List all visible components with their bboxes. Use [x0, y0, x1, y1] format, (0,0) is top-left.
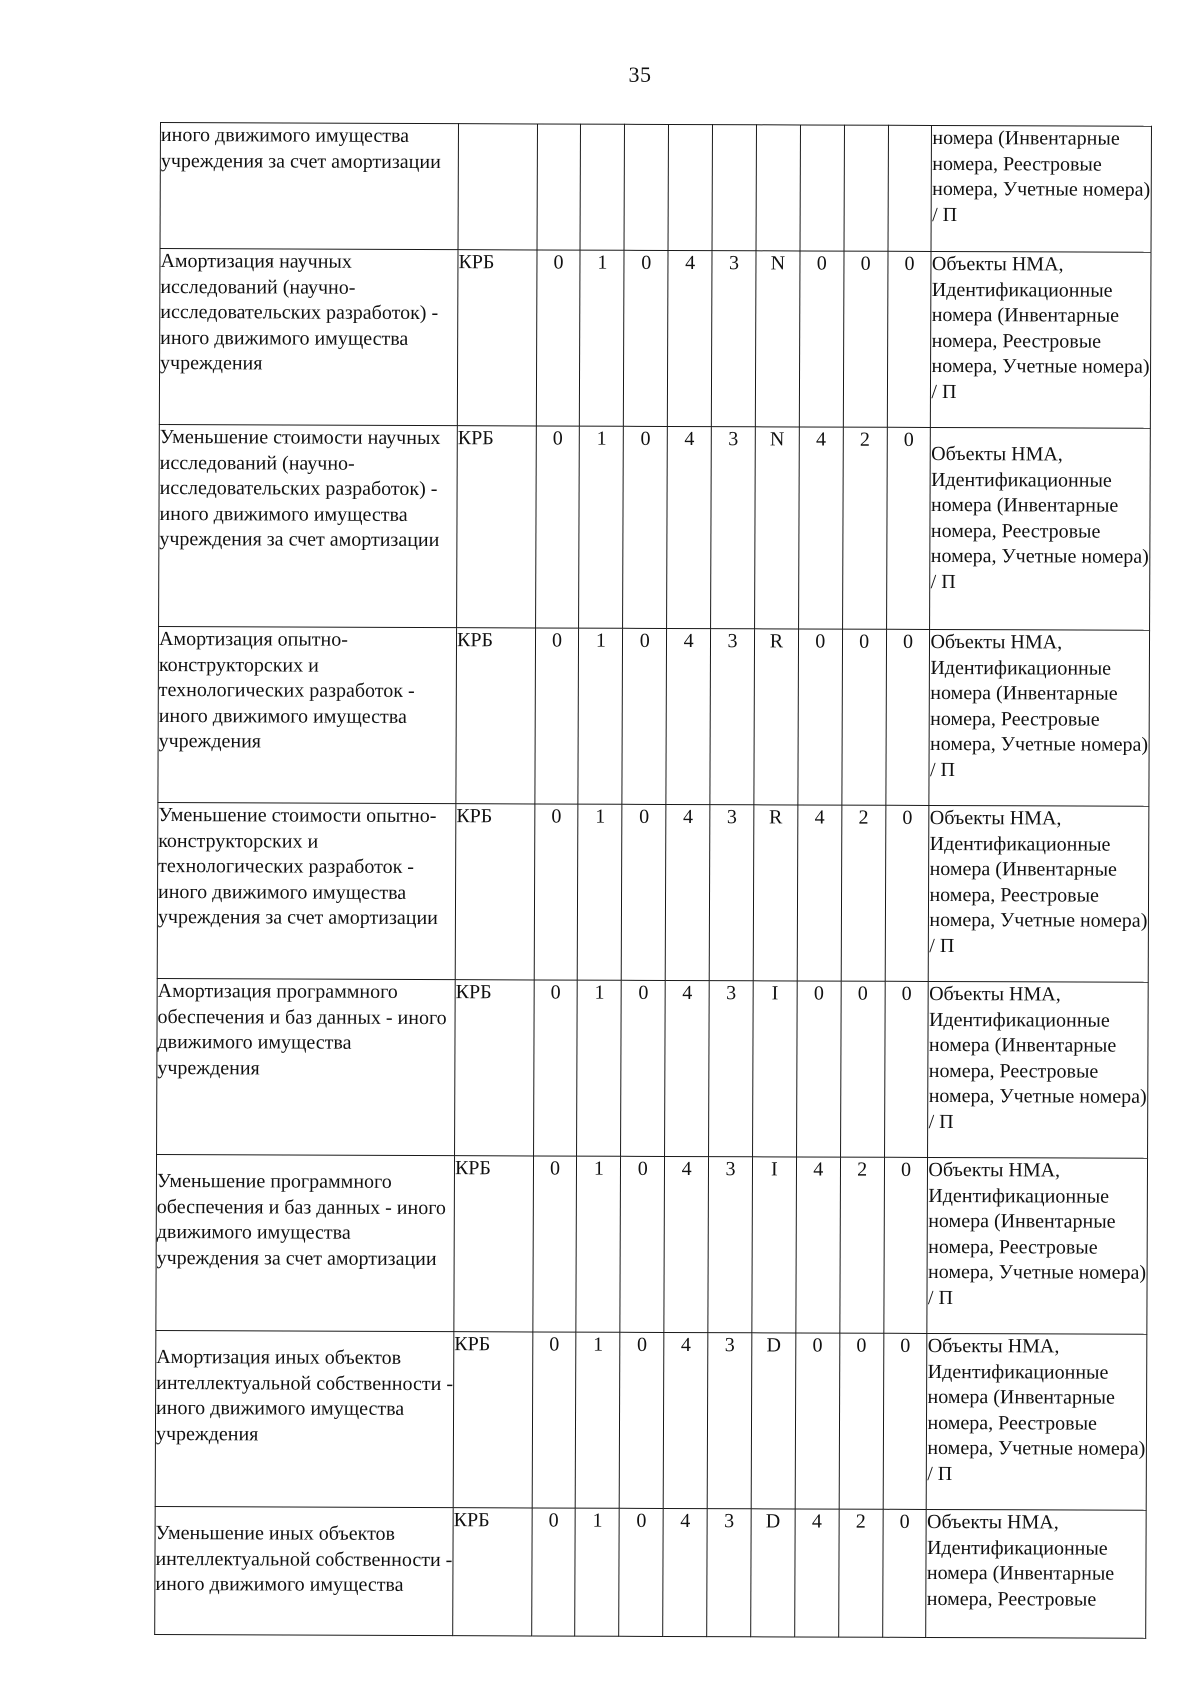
code-digit: 4 — [664, 1156, 709, 1332]
accounts-table — [154, 122, 1152, 1639]
table-row — [159, 249, 1151, 429]
row-code-type: КРБ — [456, 628, 535, 804]
code-digit: 0 — [882, 1509, 926, 1637]
code-digit: N — [755, 251, 800, 427]
code-digit: 0 — [796, 981, 841, 1157]
code-digit: 0 — [795, 1333, 840, 1509]
row-description: Амортизация научных исследований (научно-исследовательских разработок) - иного движимого имущества учреждения — [159, 249, 458, 426]
row-code-type — [458, 124, 537, 250]
code-digit: D — [751, 1333, 796, 1509]
row-analytics: Объекты НМА, Идентификационные номера (Инвентарные номера, Реестровые номера, Учетные номера) / П — [928, 981, 1148, 1158]
code-digit: 0 — [883, 1157, 928, 1333]
code-digit — [800, 125, 844, 251]
table-row — [158, 626, 1150, 806]
row-analytics: Объекты НМА, Идентификационные номера (Инвентарные номера, Реестровые номера, Учетные номера) / П — [931, 251, 1151, 428]
code-digit: 3 — [710, 629, 755, 805]
row-code-type: КРБ — [455, 980, 534, 1156]
code-digit: 0 — [622, 804, 667, 980]
table-row — [155, 1330, 1147, 1510]
code-digit: 4 — [667, 426, 712, 628]
code-digit: 3 — [707, 1333, 752, 1509]
row-code-type: КРБ — [453, 1508, 532, 1636]
code-digit: 0 — [843, 251, 888, 427]
code-digit: 1 — [577, 980, 622, 1156]
code-digit: 0 — [623, 426, 668, 628]
code-digit: 1 — [578, 628, 623, 804]
code-digit: 0 — [885, 805, 930, 981]
code-digit: 3 — [709, 981, 754, 1157]
code-digit: 4 — [797, 805, 842, 981]
code-digit: 4 — [663, 1332, 708, 1508]
row-analytics: Объекты НМА, Идентификационные номера (Инвентарные номера, Реестровые номера, Учетные номера) / П — [927, 1157, 1147, 1334]
code-digit: 3 — [711, 251, 756, 427]
code-digit: 0 — [531, 1508, 575, 1636]
row-analytics: Объекты НМА, Идентификационные номера (Инвентарные номера, Реестровые номера, Учетные номера) / П — [929, 805, 1149, 982]
code-digit: 0 — [622, 628, 667, 804]
code-digit — [712, 125, 756, 251]
code-digit: 0 — [621, 980, 666, 1156]
code-digit: 0 — [624, 250, 669, 426]
code-digit: I — [752, 981, 797, 1157]
code-digit: 1 — [578, 804, 623, 980]
code-digit: 0 — [535, 426, 580, 628]
code-digit: 3 — [709, 805, 754, 981]
code-digit: 4 — [666, 628, 711, 804]
code-digit: 0 — [885, 629, 930, 805]
row-analytics: Объекты НМА, Идентификационные номера (Инвентарные номера, Реестровые номера, Учетные номера) / П — [929, 629, 1149, 806]
code-digit: 0 — [534, 804, 579, 980]
row-description: иного движимого имущества учреждения за счет амортизации — [160, 123, 458, 250]
row-code-type: КРБ — [454, 1156, 533, 1332]
code-digit: 0 — [840, 981, 885, 1157]
code-digit: D — [751, 1509, 795, 1637]
code-digit: 4 — [795, 1509, 839, 1637]
code-digit: 2 — [841, 805, 886, 981]
row-analytics: номера (Инвентарные номера, Реестровые номера, Учетные номера) / П — [931, 125, 1151, 252]
table-row — [156, 1154, 1148, 1334]
code-digit: 2 — [838, 1509, 882, 1637]
code-digit: 3 — [711, 427, 756, 629]
code-digit: I — [752, 1157, 797, 1333]
code-digit: 4 — [668, 250, 713, 426]
code-digit: 0 — [839, 1333, 884, 1509]
row-description: Амортизация программного обеспечения и баз данных - иного движимого имущества учреждения — [157, 978, 456, 1155]
code-digit: 0 — [536, 250, 581, 426]
code-digit: 0 — [883, 1333, 928, 1509]
code-digit: 2 — [840, 1157, 885, 1333]
code-digit: 0 — [620, 1156, 665, 1332]
row-code-type: КРБ — [453, 1332, 532, 1508]
code-digit — [844, 125, 888, 251]
code-digit — [668, 124, 712, 250]
row-code-type: КРБ — [457, 250, 536, 426]
code-digit: 0 — [619, 1508, 663, 1636]
code-digit: 4 — [796, 1157, 841, 1333]
table-row — [157, 978, 1149, 1158]
code-digit: 0 — [532, 1332, 577, 1508]
row-description: Уменьшение стоимости опытно-конструкторских и технологических разработок - иного движимого имущества учреждения за счет амортизации — [157, 802, 456, 979]
page-number: 35 — [628, 62, 652, 87]
code-digit: 1 — [576, 1332, 621, 1508]
code-digit: 0 — [799, 251, 844, 427]
row-code-type: КРБ — [457, 426, 536, 628]
code-digit: 1 — [575, 1508, 619, 1636]
code-digit: 0 — [887, 251, 932, 427]
row-description: Уменьшение стоимости научных исследований (научно-исследовательских разработок) - иного движимого имущества учреждения за счет амортизации — [159, 424, 458, 627]
code-digit: 1 — [580, 250, 625, 426]
code-digit — [580, 124, 624, 250]
row-analytics: Объекты НМА, Идентификационные номера (Инвентарные номера, Реестровые номера, Учетные номера) / П — [927, 1333, 1147, 1510]
code-digit: 3 — [708, 1157, 753, 1333]
row-description: Амортизация иных объектов интеллектуальной собственности - иного движимого имущества учреждения — [155, 1330, 454, 1507]
code-digit: 1 — [579, 426, 624, 628]
table-row — [155, 1506, 1146, 1638]
table-row — [160, 123, 1151, 253]
row-analytics: Объекты НМА, Идентификационные номера (Инвентарные номера, Реестровые — [926, 1509, 1146, 1638]
code-digit: 0 — [534, 628, 579, 804]
code-digit — [888, 125, 932, 251]
code-digit: 0 — [533, 980, 578, 1156]
code-digit: 0 — [886, 427, 931, 629]
table-row — [159, 424, 1151, 630]
code-digit: 0 — [620, 1332, 665, 1508]
code-digit: 4 — [663, 1508, 707, 1636]
code-digit: 0 — [798, 629, 843, 805]
row-code-type: КРБ — [455, 804, 534, 980]
code-digit: 3 — [707, 1509, 751, 1637]
code-digit: 0 — [884, 981, 929, 1157]
code-digit: 0 — [842, 629, 887, 805]
code-digit — [624, 124, 668, 250]
code-digit — [756, 125, 800, 251]
code-digit: 0 — [532, 1156, 577, 1332]
code-digit: R — [753, 805, 798, 981]
code-digit: 4 — [665, 804, 710, 980]
code-digit: R — [754, 629, 799, 805]
table-row — [157, 802, 1149, 982]
row-description: Уменьшение иных объектов интеллектуальной собственности - иного движимого имущества — [155, 1506, 453, 1635]
code-digit: 2 — [842, 427, 887, 629]
row-description: Амортизация опытно-конструкторских и технологических разработок - иного движимого имущества учреждения — [158, 626, 457, 803]
code-digit: 1 — [576, 1156, 621, 1332]
code-digit — [537, 124, 581, 250]
code-digit: N — [755, 427, 800, 629]
code-digit: 4 — [665, 980, 710, 1156]
row-description: Уменьшение программного обеспечения и баз данных - иного движимого имущества учреждения за счет амортизации — [156, 1154, 455, 1331]
code-digit: 4 — [798, 427, 843, 629]
row-analytics: Объекты НМА, Идентификационные номера (Инвентарные номера, Реестровые номера, Учетные номера) / П — [930, 427, 1150, 630]
